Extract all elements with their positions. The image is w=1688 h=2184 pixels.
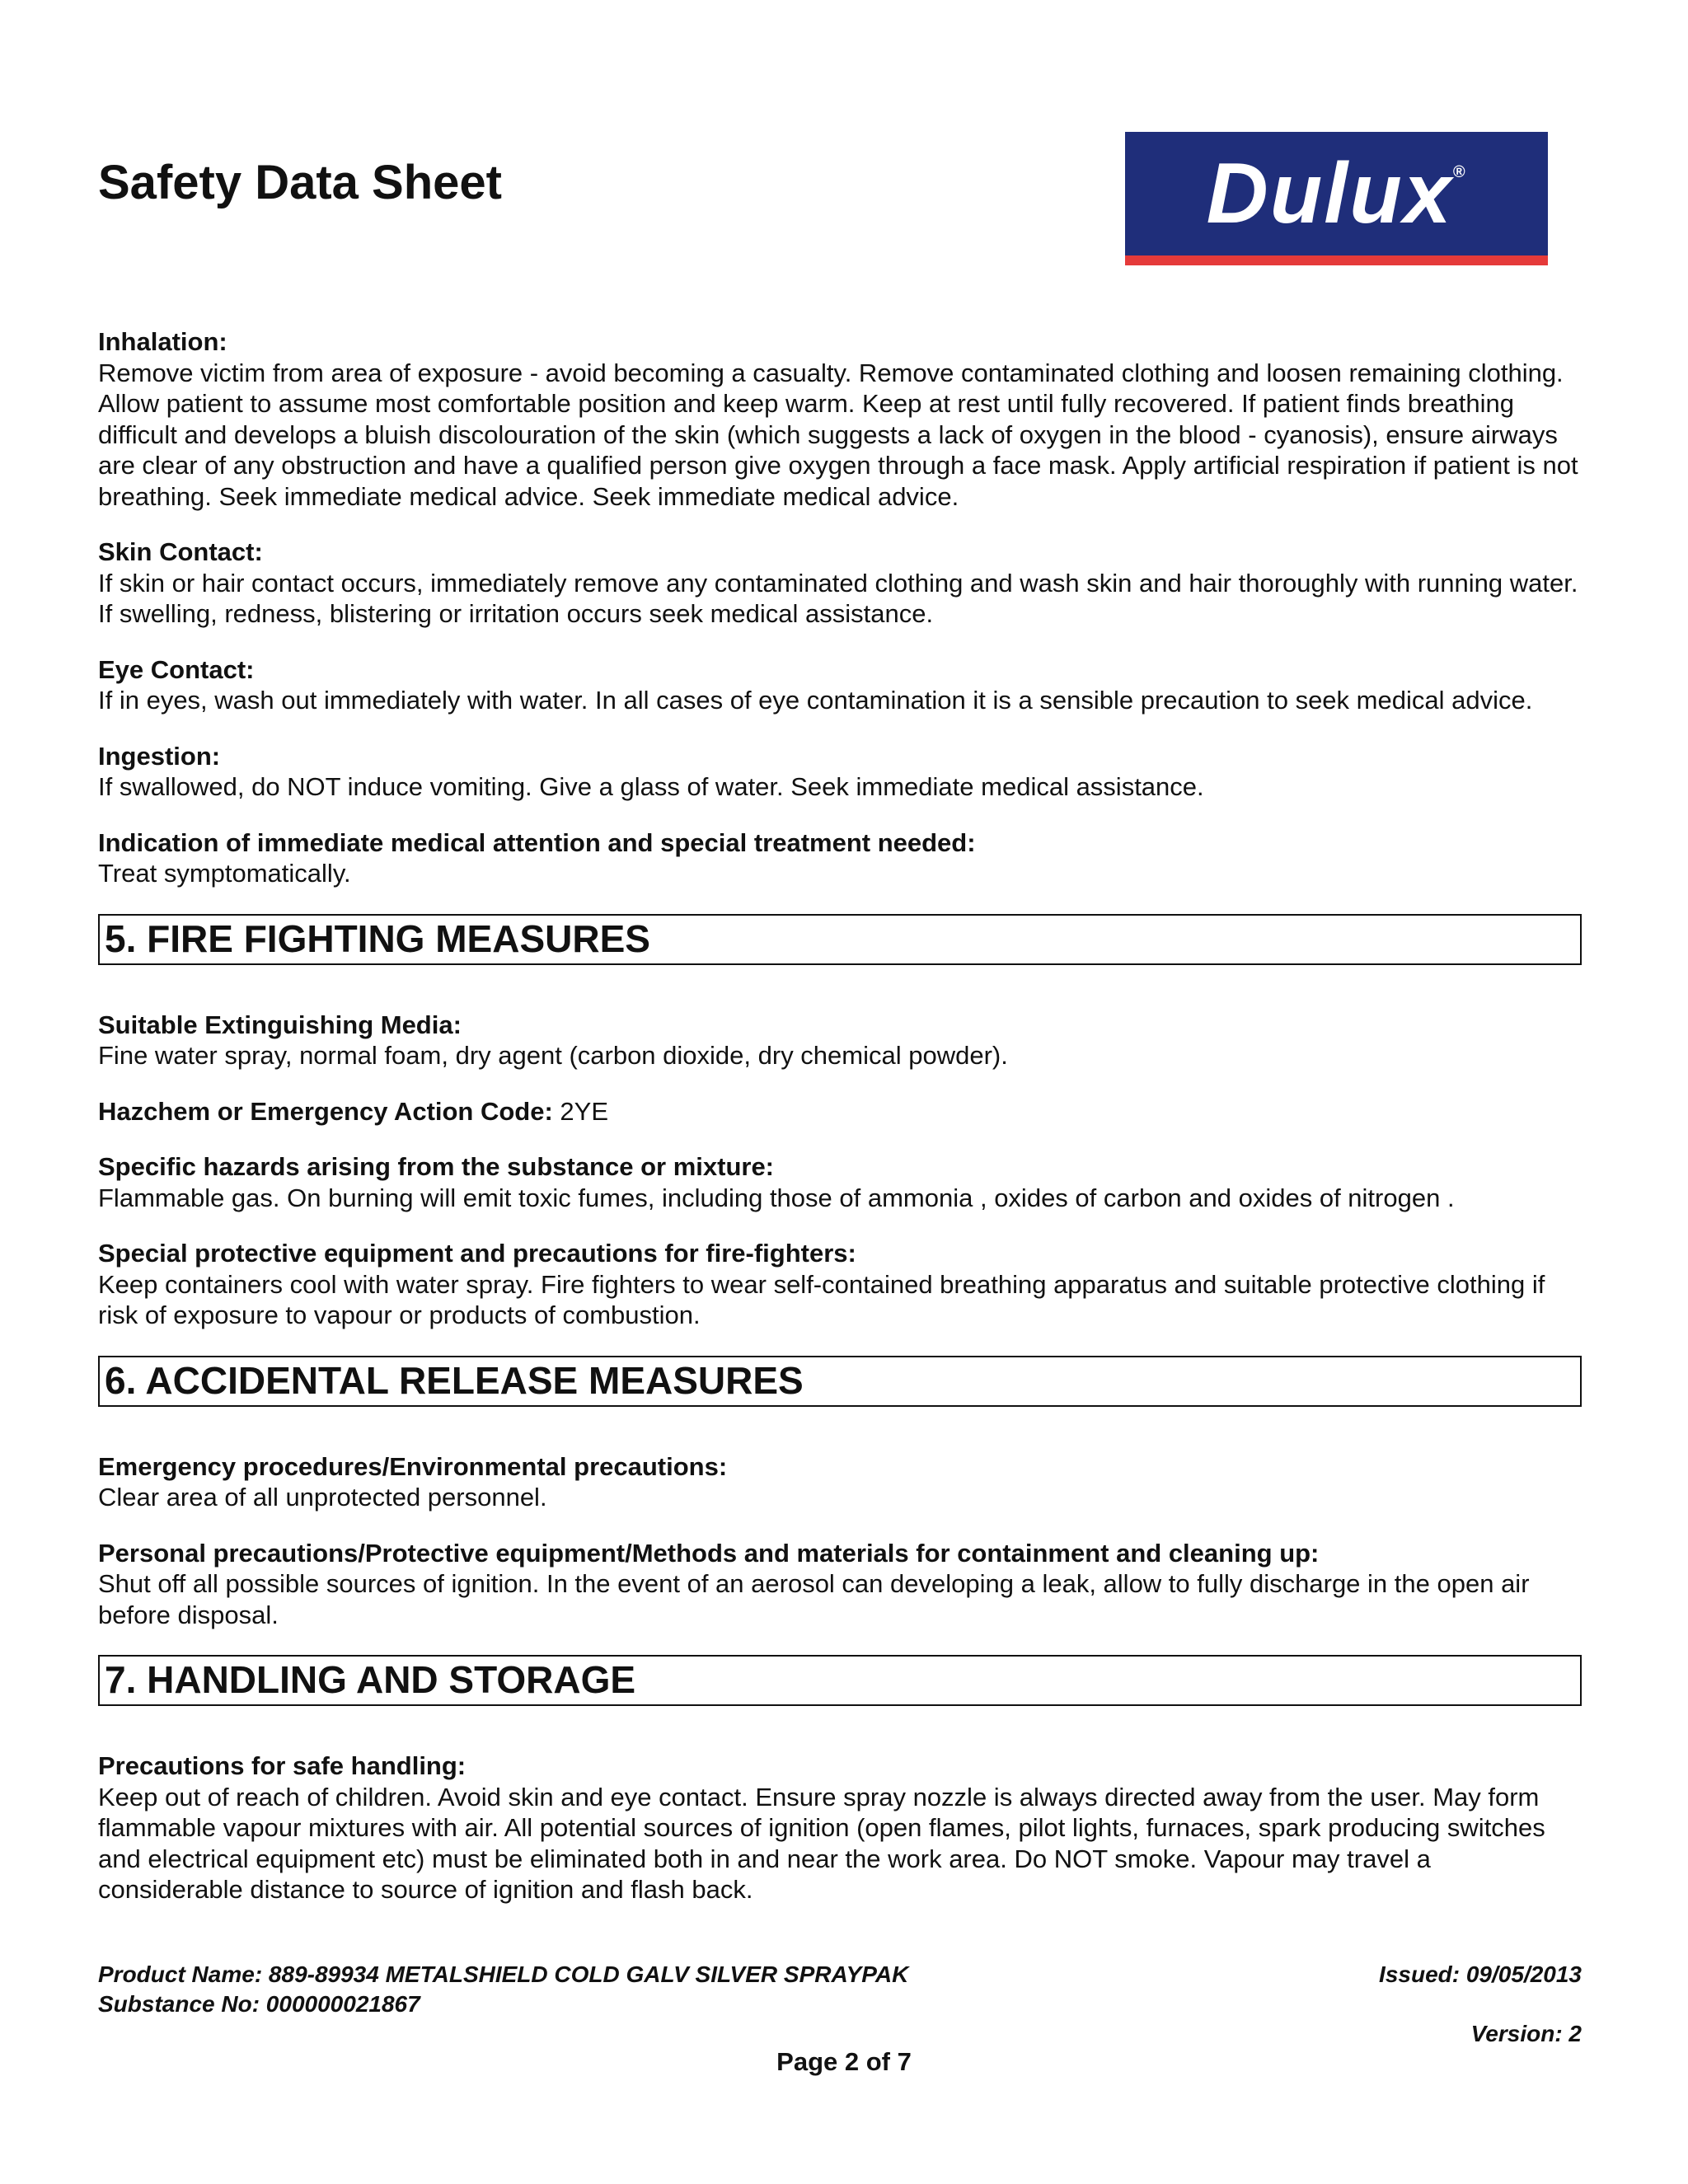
inhalation-text: Remove victim from area of exposure - avoid becoming a casualty. Remove contaminated clothing and loosen remaining clothing. Allow patient to assume most comfortable position and keep warm. Keep at rest until fully recovered. If patient finds breathing difficult and develops a bluish discolouration of the skin (which suggests a lack of oxygen in the blood - cyanosis), ensure airways are clear of any obstruction and have a qualified person give oxygen through a face mask. Apply artificial respiration if patient is not breathing. Seek immediate medical advice. Seek immediate medical advice. — [98, 358, 1578, 511]
page-title: Safety Data Sheet — [98, 156, 502, 209]
ingestion-heading: Ingestion: — [98, 741, 221, 771]
eye-contact-text: If in eyes, wash out immediately with water. In all cases of eye contamination it is a sensible precaution to seek medical advice. — [98, 686, 1533, 715]
specific-hazards-block — [98, 1151, 1582, 1213]
firefighter-equipment-block — [98, 1238, 1582, 1331]
safe-handling-block — [98, 1750, 1582, 1905]
document-body — [98, 326, 1582, 1930]
eye-contact-heading: Eye Contact: — [98, 654, 255, 684]
footer-product-info — [98, 1960, 922, 2019]
skin-contact-text: If skin or hair contact occurs, immediately remove any contaminated clothing and wash skin and hair thoroughly with running water. If swelling, redness, blistering or irritation occurs seek medical assistance. — [98, 568, 1578, 628]
indication-block — [98, 827, 1582, 889]
ingestion-text: If swallowed, do NOT induce vomiting. Give a glass of water. Seek immediate medical assistance. — [98, 772, 1204, 801]
skin-contact-block — [98, 537, 1582, 630]
extinguishing-media-block — [98, 1010, 1582, 1071]
personal-precautions-block — [98, 1538, 1582, 1631]
footer-substance-no: Substance No: 000000021867 — [98, 1991, 420, 2017]
safe-handling-heading: Precautions for safe handling: — [98, 1751, 467, 1780]
emergency-procedures-text: Clear area of all unprotected personnel. — [98, 1483, 547, 1511]
hazchem-label: Hazchem or Emergency Action Code: — [98, 1096, 553, 1126]
footer-version: Version: 2 — [1470, 2021, 1582, 2046]
footer-issued: Issued: 09/05/2013 — [1379, 1961, 1582, 1987]
emergency-procedures-block — [98, 1451, 1582, 1513]
logo-wordmark: Dulux® — [1206, 145, 1467, 241]
specific-hazards-text: Flammable gas. On burning will emit toxic fumes, including those of ammonia , oxides of carbon and oxides of nitrogen . — [98, 1183, 1455, 1212]
indication-text: Treat symptomatically. — [98, 859, 351, 888]
inhalation-block — [98, 326, 1582, 512]
extinguishing-media-heading: Suitable Extinguishing Media: — [98, 1010, 462, 1039]
section-6-heading: 6. ACCIDENTAL RELEASE MEASURES — [98, 1356, 1582, 1407]
footer-product-name: Product Name: 889-89934 METALSHIELD COLD GALV SILVER SPRAYPAK — [98, 1961, 909, 1987]
emergency-procedures-heading: Emergency procedures/Environmental precautions: — [98, 1451, 728, 1481]
personal-precautions-heading: Personal precautions/Protective equipment/Methods and materials for containment and cleaning up: — [98, 1538, 1320, 1568]
hazchem-value: 2YE — [552, 1096, 609, 1126]
firefighter-equipment-heading: Special protective equipment and precautions for fire-fighters: — [98, 1239, 856, 1268]
indication-heading: Indication of immediate medical attention and special treatment needed: — [98, 827, 976, 857]
safe-handling-text: Keep out of reach of children. Avoid skin and eye contact. Ensure spray nozzle is always directed away from the user. May form flammable vapour mixtures with air. All potential sources of ignition (open flames, pilot lights, furnaces, spark producing switches and electrical equipment etc) must be eliminated both in and near the work area. Do NOT smoke. Vapour may travel a considerable distance to source of ignition and flash back. — [98, 1782, 1545, 1904]
firefighter-equipment-text: Keep containers cool with water spray. Fire fighters to wear self-contained breathing apparatus and suitable protective clothing if risk of exposure to vapour or products of combustion. — [98, 1269, 1545, 1329]
dulux-logo — [1125, 132, 1548, 265]
personal-precautions-text: Shut off all possible sources of ignition. In the event of an aerosol can developing a leak, allow to fully discharge in the open air before disposal. — [98, 1569, 1530, 1629]
section-7-heading: 7. HANDLING AND STORAGE — [98, 1655, 1582, 1706]
eye-contact-block — [98, 654, 1582, 716]
hazchem-block — [98, 1096, 1582, 1127]
ingestion-block — [98, 741, 1582, 803]
skin-contact-heading: Skin Contact: — [98, 537, 263, 566]
specific-hazards-heading: Specific hazards arising from the substance or mixture: — [98, 1152, 775, 1181]
extinguishing-media-text: Fine water spray, normal foam, dry agent (carbon dioxide, dry chemical powder). — [98, 1041, 1008, 1070]
section-5-heading: 5. FIRE FIGHTING MEASURES — [98, 914, 1582, 965]
page-number: Page 2 of 7 — [776, 2047, 912, 2076]
inhalation-heading: Inhalation: — [98, 327, 227, 356]
